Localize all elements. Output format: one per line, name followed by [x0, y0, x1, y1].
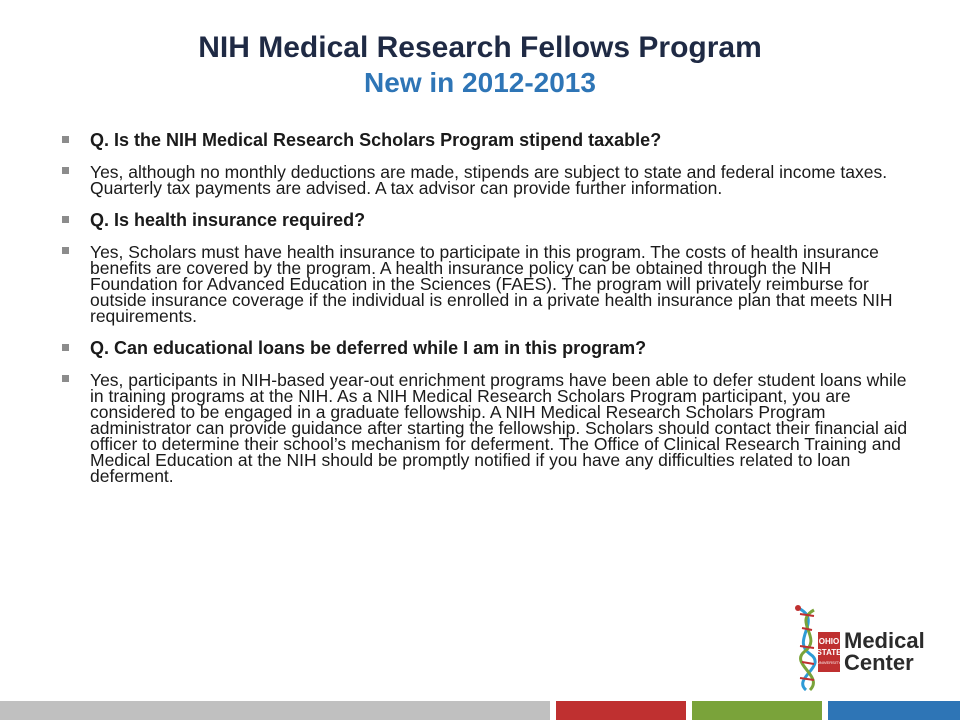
square-bullet-icon: [62, 136, 69, 143]
svg-text:STATE: STATE: [816, 648, 842, 657]
title-subtitle: New in 2012-2013: [364, 67, 596, 98]
item-text: Q. Is the NIH Medical Research Scholars Program stipend taxable?: [90, 130, 662, 150]
square-bullet-icon: [62, 247, 69, 254]
logo-line-medical: Medical: [844, 628, 925, 653]
footer-segment-green: [692, 701, 822, 720]
dna-helix-icon: [784, 602, 844, 692]
logo-line-center: Center: [844, 650, 914, 675]
item-text: Yes, Scholars must have health insurance to participate in this program. The costs of health insurance benefits are covered by the program. A health insurance policy can be obtained through the NIH Foundation for Advanced Education in the Sciences (FAES). The program will privately reimburse for outside insurance coverage if the individual is enrolled in a private health insurance plan that meets NIH requirements.: [90, 242, 893, 326]
footer-color-bar: [0, 701, 960, 720]
question-item: [60, 210, 910, 230]
answer-item: [60, 372, 910, 484]
footer-segment-red: [556, 701, 686, 720]
osu-medical-center-logo: [784, 602, 934, 692]
square-bullet-icon: [62, 216, 69, 223]
square-bullet-icon: [62, 167, 69, 174]
slide-title: [0, 30, 960, 100]
item-text: Q. Can educational loans be deferred while I am in this program?: [90, 338, 647, 358]
footer-segment-gray: [0, 701, 550, 720]
item-text: Q. Is health insurance required?: [90, 210, 366, 230]
content-list: [60, 130, 910, 498]
footer-segment-blue: [828, 701, 960, 720]
answer-item: [60, 244, 910, 324]
question-item: [60, 338, 910, 358]
square-bullet-icon: [62, 375, 69, 382]
item-text: Yes, although no monthly deductions are made, stipends are subject to state and federal income taxes. Quarterly tax payments are advised. A tax advisor can provide further information.: [90, 162, 888, 198]
item-text: Yes, participants in NIH-based year-out enrichment programs have been able to defer student loans while in training programs at the NIH. As a NIH Medical Research Scholars Program participant, you are considered to be engaged in a graduate fellowship. A NIH Medical Research Scholars Program administrator can provide guidance after starting the fellowship. Scholars should contact their financial aid officer to determine their school’s mechanism for deferment. The Office of Clinical Research Training and Medical Education at the NIH should be promptly notified if you have any difficulties related to loan deferment.: [90, 370, 908, 486]
svg-text:UNIVERSITY: UNIVERSITY: [816, 660, 842, 665]
answer-item: [60, 164, 910, 196]
logo-text: [844, 630, 925, 674]
title-main: NIH Medical Research Fellows Program: [198, 31, 762, 64]
question-item: [60, 130, 910, 150]
svg-text:OHIO: OHIO: [818, 637, 840, 646]
square-bullet-icon: [62, 344, 69, 351]
